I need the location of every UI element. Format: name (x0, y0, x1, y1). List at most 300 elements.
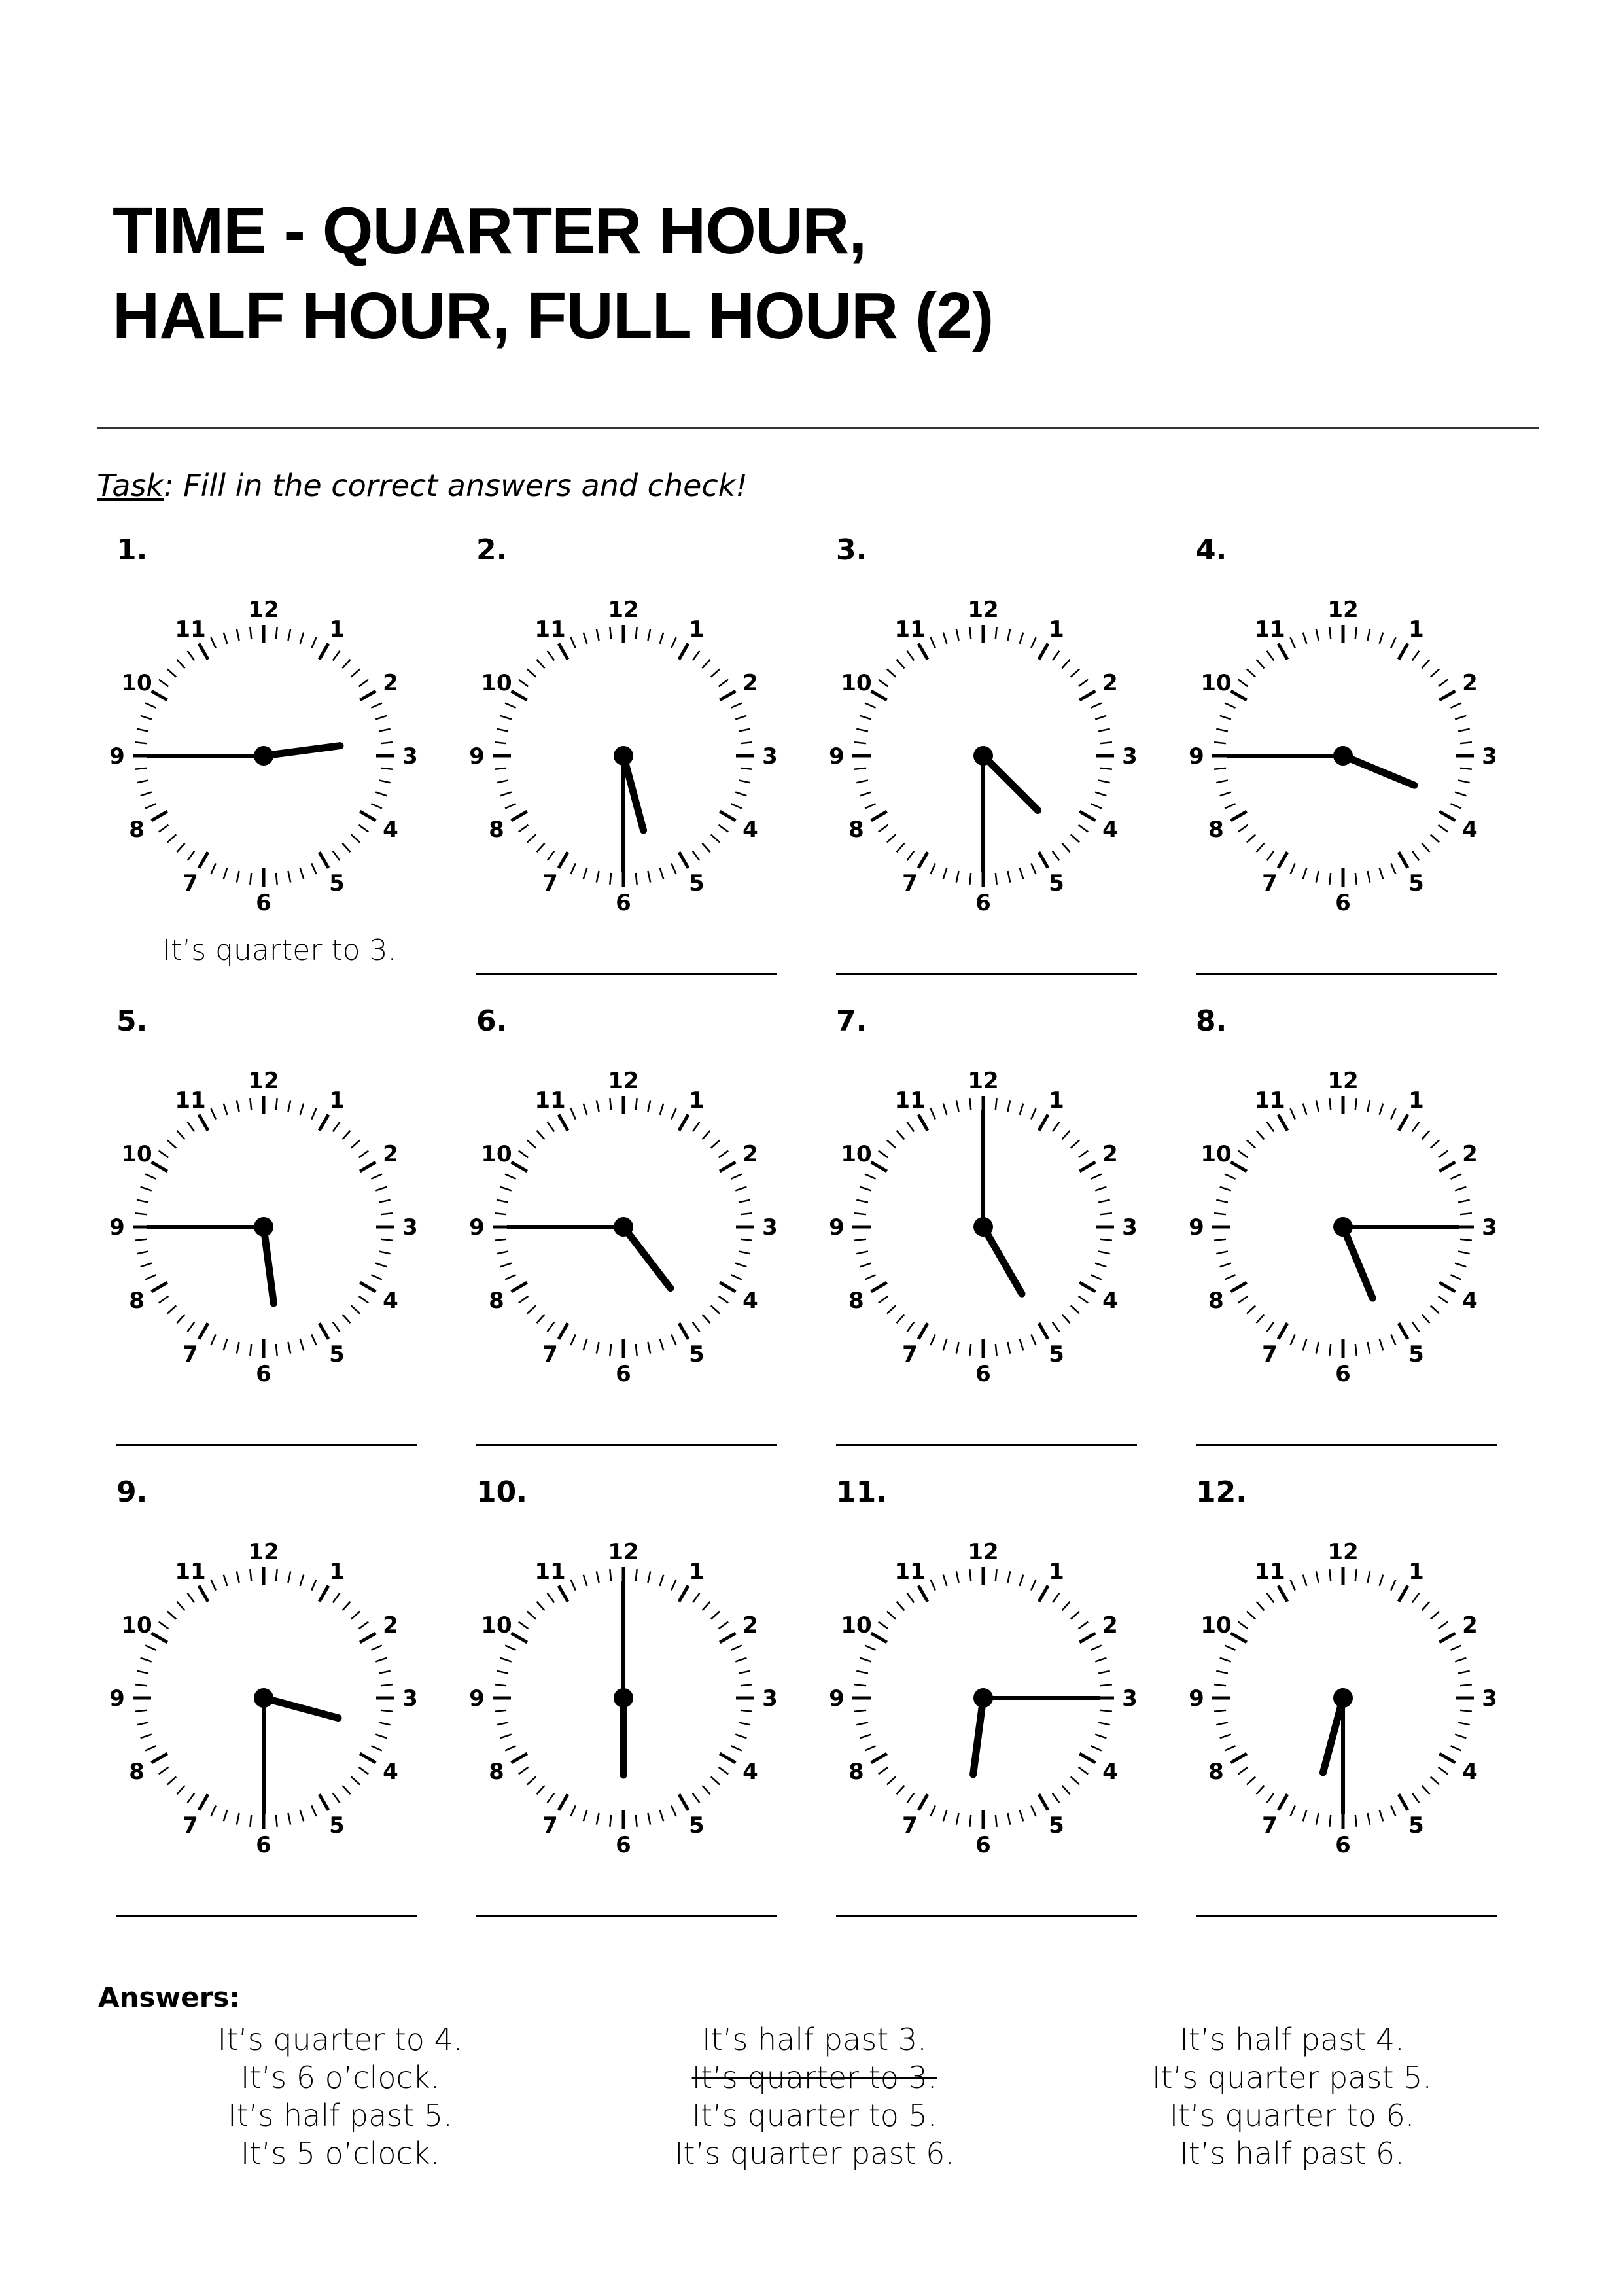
answer-blank[interactable] (836, 973, 1137, 975)
minute-tick (300, 1104, 304, 1115)
minute-tick (145, 703, 156, 707)
minute-tick (527, 1612, 536, 1619)
minute-tick (1062, 1786, 1070, 1794)
hour-tick (152, 1162, 167, 1171)
minute-tick (956, 1100, 959, 1112)
minute-tick (137, 1671, 148, 1674)
clock-number: 3 (402, 1214, 418, 1241)
minute-tick (648, 629, 650, 641)
minute-tick (1316, 629, 1319, 641)
hour-tick (871, 1162, 887, 1171)
minute-tick (1095, 716, 1106, 720)
clock-number: 4 (1462, 817, 1478, 843)
minute-tick (702, 1131, 710, 1139)
minute-tick (854, 1213, 866, 1214)
clock-center (254, 1217, 273, 1237)
clock-number: 6 (1335, 890, 1351, 916)
minute-tick (648, 1571, 650, 1583)
minute-tick (1431, 1140, 1439, 1148)
clock-number: 11 (175, 1087, 206, 1114)
minute-tick (333, 1793, 340, 1803)
hour-tick (1439, 1282, 1455, 1292)
minute-tick (671, 1334, 676, 1345)
minute-tick (1079, 680, 1089, 687)
clock-number: 1 (329, 616, 345, 643)
minute-tick (865, 1275, 875, 1279)
minute-tick (224, 1810, 228, 1821)
minute-tick (1412, 1322, 1420, 1332)
minute-tick (548, 1322, 555, 1332)
minute-tick (887, 1140, 896, 1148)
minute-tick (1455, 792, 1466, 796)
minute-tick (1439, 680, 1448, 687)
clock-number: 2 (383, 670, 398, 696)
minute-tick (969, 873, 971, 885)
minute-tick (300, 633, 304, 644)
minute-tick (584, 1104, 587, 1115)
answer-blank[interactable] (836, 1444, 1137, 1446)
minute-tick (342, 1602, 350, 1610)
minute-tick (159, 680, 169, 687)
clock-center (614, 1688, 633, 1708)
minute-tick (1431, 1612, 1439, 1619)
minute-tick (1079, 1151, 1089, 1158)
clock-number: 9 (1189, 1686, 1204, 1712)
minute-tick (505, 1746, 515, 1750)
minute-tick (1220, 1263, 1231, 1267)
minute-tick (660, 633, 664, 644)
clock-number: 10 (841, 1612, 872, 1638)
clock-exercise-5 (97, 1004, 450, 1475)
clock-number: 4 (1462, 1288, 1478, 1314)
minute-tick (1238, 1296, 1248, 1303)
minute-tick (1458, 1251, 1470, 1254)
hour-tick (679, 1794, 688, 1810)
minute-tick (1071, 669, 1079, 677)
clock-number: 1 (1408, 616, 1424, 643)
minute-tick (1391, 1580, 1395, 1590)
minute-tick (548, 651, 555, 661)
minute-tick (300, 868, 304, 879)
minute-tick (907, 1793, 915, 1803)
minute-tick (276, 627, 277, 639)
minute-tick (1225, 1174, 1235, 1178)
clock-number: 5 (1049, 1812, 1064, 1839)
minute-tick (711, 1612, 720, 1619)
clock-number: 12 (608, 1539, 639, 1565)
minute-tick (1316, 1342, 1319, 1354)
clock-face (469, 1528, 778, 1881)
minute-tick (1238, 1622, 1248, 1629)
minute-tick (135, 768, 147, 769)
minute-tick (735, 1735, 746, 1739)
minute-tick (856, 1251, 868, 1254)
minute-tick (1412, 851, 1420, 861)
clock-number: 12 (968, 597, 999, 623)
minute-tick (741, 1213, 752, 1214)
clock-number: 1 (329, 1559, 345, 1585)
clock-number: 1 (1049, 1559, 1064, 1585)
answer-column-3 (1063, 2021, 1521, 2172)
minute-tick (693, 1593, 700, 1603)
minute-tick (311, 863, 316, 874)
minute-tick (1007, 1100, 1010, 1112)
clock-number: 6 (1335, 1832, 1351, 1858)
minute-tick (1455, 716, 1466, 720)
minute-tick (1450, 703, 1461, 707)
minute-tick (879, 1151, 888, 1158)
minute-tick (739, 729, 750, 732)
minute-tick (719, 825, 729, 832)
clock-number: 12 (608, 1068, 639, 1094)
minute-tick (237, 629, 239, 641)
minute-tick (145, 1275, 156, 1279)
minute-tick (1100, 742, 1112, 743)
minute-tick (519, 680, 529, 687)
minute-tick (1329, 1344, 1331, 1356)
minute-tick (741, 768, 752, 769)
answer-blank[interactable] (1196, 1915, 1497, 1917)
minute-tick (702, 1315, 710, 1323)
minute-tick (159, 1296, 169, 1303)
clock-number: 1 (689, 1559, 705, 1585)
clock-number: 10 (1200, 670, 1232, 696)
minute-tick (636, 627, 637, 639)
exercise-number: 2. (476, 533, 508, 567)
minute-tick (1455, 1187, 1466, 1191)
clock-number: 7 (902, 1341, 918, 1368)
answer-column-2 (585, 2021, 1043, 2172)
minute-tick (1380, 1575, 1384, 1586)
minute-tick (1216, 780, 1228, 783)
minute-tick (671, 1805, 676, 1816)
minute-tick (342, 1131, 350, 1139)
clock-number: 3 (762, 1686, 778, 1712)
minute-tick (1020, 1810, 1024, 1821)
hour-tick (152, 1282, 167, 1292)
answer-option: It’s half past 3. (702, 2022, 927, 2057)
minute-tick (1422, 1602, 1429, 1610)
hour-tick (1278, 1586, 1287, 1602)
minute-tick (359, 1622, 369, 1629)
minute-tick (500, 716, 512, 720)
clock-face (109, 586, 418, 939)
minute-tick (1216, 1200, 1228, 1203)
hour-tick (512, 1162, 527, 1171)
minute-tick (930, 1334, 935, 1345)
clock-number: 8 (1208, 817, 1224, 843)
minute-tick (584, 1339, 587, 1350)
minute-tick (731, 1174, 741, 1178)
minute-tick (1290, 1334, 1295, 1345)
minute-tick (159, 825, 169, 832)
answer-blank[interactable] (476, 1915, 777, 1917)
minute-tick (500, 1658, 512, 1662)
answer-blank[interactable] (1196, 973, 1497, 975)
answer-blank[interactable] (476, 973, 777, 975)
clock-number: 11 (894, 1559, 926, 1585)
minute-tick (907, 1122, 915, 1132)
minute-tick (1329, 627, 1331, 639)
minute-tick (693, 1322, 700, 1332)
clock-number: 10 (121, 1612, 152, 1638)
minute-tick (1079, 1296, 1089, 1303)
clock-number: 6 (975, 1832, 991, 1858)
clock-center (973, 746, 993, 766)
minute-tick (671, 1580, 676, 1590)
minute-tick (188, 651, 195, 661)
minute-tick (500, 1187, 512, 1191)
minute-tick (671, 1108, 676, 1119)
minute-tick (1220, 1658, 1231, 1662)
clock-number: 5 (1049, 870, 1064, 896)
minute-tick (342, 660, 350, 668)
minute-tick (527, 1776, 536, 1784)
minute-tick (237, 1342, 239, 1354)
minute-tick (1431, 669, 1439, 677)
clock-number: 5 (1408, 1812, 1424, 1839)
minute-tick (1053, 1122, 1060, 1132)
minute-tick (597, 1100, 599, 1112)
clock-center (973, 1217, 993, 1237)
minute-tick (943, 633, 947, 644)
clock-number: 12 (968, 1068, 999, 1094)
clock-number: 6 (975, 1361, 991, 1387)
minute-tick (1316, 871, 1319, 883)
hour-tick (1039, 852, 1048, 868)
clock-number: 1 (329, 1087, 345, 1114)
hour-hand (983, 1227, 1022, 1294)
minute-tick (1247, 1305, 1255, 1313)
clock-number: 9 (469, 743, 485, 769)
minute-tick (570, 863, 575, 874)
minute-tick (1100, 1710, 1112, 1712)
clock-number: 5 (1049, 1341, 1064, 1368)
minute-tick (379, 1671, 391, 1674)
minute-tick (288, 1571, 290, 1583)
hour-tick (199, 644, 208, 660)
minute-tick (141, 1735, 152, 1739)
minute-tick (1247, 1612, 1255, 1619)
clock-number: 2 (742, 1612, 758, 1638)
hour-tick (512, 811, 527, 821)
clock-number: 11 (894, 616, 926, 643)
hour-tick (1079, 1633, 1095, 1642)
minute-tick (693, 851, 700, 861)
minute-tick (1214, 1710, 1226, 1712)
minute-tick (1439, 1767, 1448, 1775)
minute-tick (1460, 768, 1472, 769)
clock-number: 5 (689, 1812, 705, 1839)
clock-face (829, 1528, 1138, 1881)
minute-tick (1053, 1322, 1060, 1332)
clock-number: 3 (762, 743, 778, 769)
minute-tick (1095, 1735, 1106, 1739)
minute-tick (1220, 1187, 1231, 1191)
minute-tick (351, 1305, 360, 1313)
minute-tick (660, 868, 664, 879)
hour-tick (319, 852, 328, 868)
minute-tick (288, 1813, 290, 1825)
minute-tick (276, 1569, 277, 1581)
clock-number: 2 (383, 1141, 398, 1167)
minute-tick (1071, 1140, 1079, 1148)
minute-tick (288, 629, 290, 641)
minute-tick (505, 804, 515, 808)
hour-tick (1278, 1794, 1287, 1810)
clock-number: 12 (248, 1068, 279, 1094)
minute-tick (636, 873, 637, 885)
minute-tick (943, 1810, 947, 1821)
minute-tick (300, 1339, 304, 1350)
hour-tick (1278, 852, 1287, 868)
hour-tick (1399, 1115, 1408, 1131)
clock-face (109, 1528, 418, 1881)
clock-number: 5 (329, 1341, 345, 1368)
minute-tick (250, 627, 251, 639)
minute-tick (879, 680, 888, 687)
minute-tick (177, 1315, 185, 1323)
minute-tick (1380, 1104, 1384, 1115)
clock-number: 9 (109, 1686, 125, 1712)
minute-tick (250, 873, 251, 885)
minute-tick (177, 843, 185, 852)
minute-tick (311, 1334, 316, 1345)
minute-tick (505, 1645, 515, 1650)
clock-number: 8 (129, 1759, 145, 1785)
minute-tick (1458, 729, 1470, 732)
hour-tick (871, 1633, 887, 1642)
hour-tick (1231, 1754, 1247, 1763)
clock-center (1333, 746, 1353, 766)
minute-tick (1053, 1593, 1060, 1603)
clock-number: 8 (848, 1288, 864, 1314)
minute-tick (237, 1571, 239, 1583)
clock-number: 10 (481, 1141, 512, 1167)
answer-blank[interactable] (1196, 1444, 1497, 1446)
exercise-number: 3. (836, 533, 867, 567)
hour-tick (1439, 1633, 1455, 1642)
minute-tick (1290, 863, 1295, 874)
clock-number: 5 (1408, 870, 1424, 896)
minute-tick (1367, 1100, 1370, 1112)
hour-tick (319, 1586, 328, 1602)
hour-tick (152, 811, 167, 821)
minute-tick (1100, 1684, 1112, 1686)
minute-tick (1267, 1322, 1274, 1332)
minute-tick (1216, 1251, 1228, 1254)
minute-tick (359, 1296, 369, 1303)
minute-tick (1439, 1296, 1448, 1303)
minute-tick (497, 1722, 508, 1725)
minute-tick (741, 1239, 752, 1241)
clock-number: 12 (1327, 1539, 1359, 1565)
clock-exercise-6 (457, 1004, 810, 1475)
minute-tick (500, 1735, 512, 1739)
hour-tick (360, 811, 375, 821)
clock-exercise-1 (97, 533, 450, 1004)
hour-tick (1231, 1162, 1247, 1171)
minute-tick (1031, 1805, 1036, 1816)
minute-tick (1290, 1108, 1295, 1119)
hour-tick (1039, 1323, 1048, 1339)
minute-tick (943, 1575, 947, 1586)
minute-tick (276, 873, 277, 885)
hour-tick (559, 1586, 568, 1602)
minute-tick (177, 660, 185, 668)
minute-tick (956, 1813, 959, 1825)
hour-tick (512, 1282, 527, 1292)
minute-tick (731, 1275, 741, 1279)
minute-tick (1225, 703, 1235, 707)
minute-tick (379, 1200, 391, 1203)
clock-number: 7 (1262, 870, 1278, 896)
answer-blank[interactable] (116, 1915, 417, 1917)
minute-tick (527, 1140, 536, 1148)
minute-tick (548, 851, 555, 861)
exercise-number: 6. (476, 1004, 508, 1038)
minute-tick (1303, 1575, 1307, 1586)
minute-tick (141, 792, 152, 796)
minute-tick (495, 1239, 506, 1241)
minute-tick (537, 1131, 545, 1139)
minute-tick (1062, 1315, 1070, 1323)
minute-tick (956, 1342, 959, 1354)
minute-tick (897, 1602, 905, 1610)
minute-tick (1267, 1122, 1274, 1132)
minute-tick (570, 1580, 575, 1590)
minute-tick (1257, 1602, 1265, 1610)
answer-column-1 (111, 2021, 569, 2172)
minute-tick (1062, 1131, 1070, 1139)
minute-tick (860, 1187, 871, 1191)
minute-tick (1247, 834, 1255, 842)
minute-tick (648, 1100, 650, 1112)
clock-center (1333, 1688, 1353, 1708)
clock-number: 11 (1254, 616, 1285, 643)
hour-hand (1343, 1227, 1372, 1298)
clock-exercise-8 (1176, 1004, 1529, 1475)
minute-tick (519, 825, 529, 832)
minute-tick (856, 780, 868, 783)
minute-tick (1257, 1315, 1265, 1323)
answer-blank[interactable] (116, 1444, 417, 1446)
minute-tick (1316, 1571, 1319, 1583)
clock-number: 10 (481, 1612, 512, 1638)
minute-tick (381, 1213, 393, 1214)
clock-face (1189, 586, 1497, 939)
minute-tick (145, 1645, 156, 1650)
minute-tick (1455, 1263, 1466, 1267)
minute-tick (741, 1684, 752, 1686)
clock-number: 5 (329, 1812, 345, 1839)
minute-tick (211, 637, 215, 648)
answer-blank[interactable] (476, 1444, 777, 1446)
clock-number: 3 (402, 743, 418, 769)
minute-tick (735, 716, 746, 720)
answer-blank[interactable] (836, 1915, 1137, 1917)
minute-tick (1450, 1645, 1461, 1650)
hour-tick (918, 1115, 928, 1131)
minute-tick (597, 629, 599, 641)
clock-face (829, 1057, 1138, 1410)
clock-number: 1 (1408, 1559, 1424, 1585)
clock-exercise-3 (816, 533, 1170, 1004)
minute-tick (1450, 1174, 1461, 1178)
minute-tick (250, 1815, 251, 1827)
clock-number: 1 (1408, 1087, 1424, 1114)
minute-tick (1367, 1813, 1370, 1825)
